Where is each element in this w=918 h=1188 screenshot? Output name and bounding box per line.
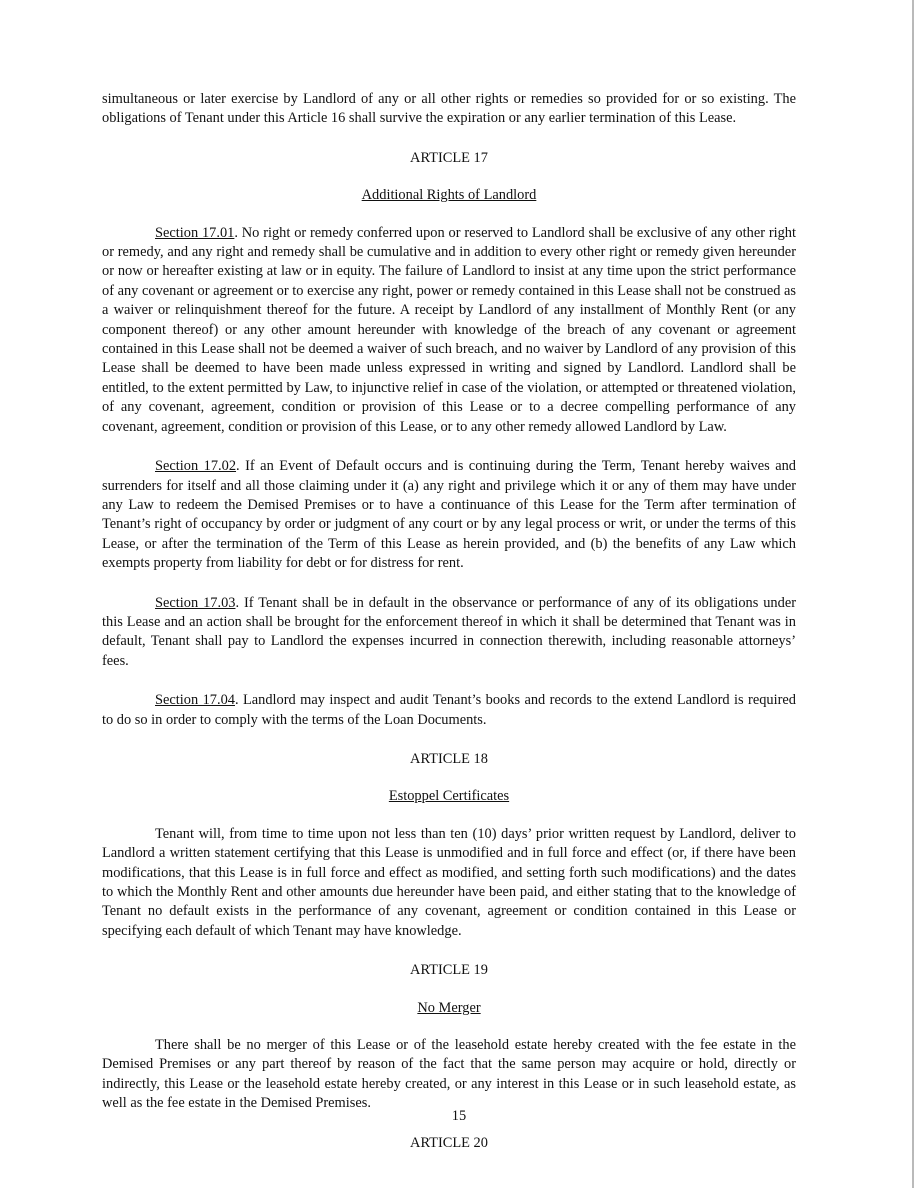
- article-18-paragraph: Tenant will, from time to time upon not less than ten (10) days’ prior written request by Landlord, deliver to Landlord a written statement certifying that this Lease is unmodified and in full force and effect (or, if there have been modifications, that this Lease is in full force and effect as modified, and setting forth such modifications) and the dates to which the Monthly Rent and other amounts due hereunder have been paid, and either stating that to the knowledge of Tenant no default exists in the performance of any covenant, agreement or condition contained in this Lease or specifying each default of which Tenant may have knowledge.: [102, 825, 796, 939]
- article-18-subtitle: [102, 787, 796, 806]
- page-edge-shadow: [912, 0, 914, 1188]
- section-17-03-paragraph: [102, 594, 796, 672]
- article-19-paragraph: There shall be no merger of this Lease or of the leasehold estate hereby created with the fee estate in the Demised Premises or any part thereof by reason of the fact that the same person may acquire or hold, directly or indirectly, this Lease or the leasehold estate hereby created, or any interest in this Lease or in such leasehold estate, as well as the fee estate in the Demised Premises.: [102, 1037, 796, 1112]
- section-17-02-text: . If an Event of Default occurs and is continuing during the Term, Tenant hereby waives and surrenders for itself and all those claiming under it (a) any right and privilege which it or any of them may have under any Law to redeem the Demised Premises or to have a continuance of this Lease for the Term after termination of Tenant’s right of occupancy by order or judgment of any court or by any legal process or writ, or under the terms of this Lease, or after the termination of the Term of this Lease as herein provided, and (b) the benefits of any Law which exempts property from liability for debt or for distress for rent.: [102, 458, 796, 572]
- article-17-subtitle: [102, 186, 796, 205]
- article-19-subtitle-text: No Merger: [417, 999, 481, 1016]
- section-17-01-text: . No right or remedy conferred upon or reserved to Landlord shall be exclusive of any other right or remedy, and any right and remedy shall be cumulative and in addition to every other right or remedy given hereunder or now or hereafter existing at law or in equity. The failure of Landlord to insist at any time upon the strict performance of any covenant or agreement or to exercise any right, power or remedy contained in this Lease shall not be construed as a waiver or relinquishment thereof for the future. A receipt by Landlord of any installment of Monthly Rent (or any component thereof) or any other amount hereunder with knowledge of the breach of any covenant or agreement contained in this Lease shall not be deemed a waiver of such breach, and no waiver by Landlord of any provision of this Lease shall be deemed to have been made unless expressed in writing and signed by Landlord. Landlord shall be entitled, to the extent permitted by Law, to injunctive relief in case of the violation, or attempted or threatened violation, of any covenant, agreement, condition or provision of this Lease or to a decree compelling performance of any covenant, agreement, condition or provision of this Lease, or to any other remedy allowed Landlord by Law.: [102, 224, 796, 435]
- document-body: [102, 90, 796, 1153]
- article-18-title: ARTICLE 18: [410, 750, 488, 767]
- article-18-subtitle-text: Estoppel Certificates: [388, 788, 510, 805]
- section-17-03-label: Section 17.03: [155, 594, 236, 611]
- section-17-04-label: Section 17.04: [155, 692, 235, 709]
- section-17-04-paragraph: [102, 691, 796, 730]
- article-17-title: ARTICLE 17: [410, 149, 488, 166]
- section-17-02-label: Section 17.02: [155, 458, 237, 475]
- section-17-03-text: . If Tenant shall be in default in the observance or performance of any of its obligations under this Lease and an action shall be brought for the enforcement thereof in which it shall be determined that Tenant was in default, Tenant shall pay to Landlord the expenses incurred in connection therewith, including reasonable attorneys’ fees.: [102, 594, 796, 669]
- section-17-02-paragraph: [102, 457, 796, 573]
- section-17-01-paragraph: [102, 224, 796, 437]
- page-number: 15: [451, 1108, 467, 1124]
- article-20-title: ARTICLE 20: [410, 1134, 488, 1151]
- article-19-title: ARTICLE 19: [410, 962, 488, 979]
- continuation-paragraph: simultaneous or later exercise by Landlord of any or all other rights or remedies so provided for or so existing. The obligations of Tenant under this Article 16 shall survive the expiration or any earlier termination of this Lease.: [102, 91, 796, 127]
- section-17-04-text: . Landlord may inspect and audit Tenant’s books and records to the extend Landlord is required to do so in order to comply with the terms of the Loan Documents.: [102, 692, 796, 728]
- article-19-subtitle: [102, 999, 796, 1018]
- section-17-01-label: Section 17.01: [155, 224, 235, 241]
- article-17-subtitle-text: Additional Rights of Landlord: [361, 187, 537, 204]
